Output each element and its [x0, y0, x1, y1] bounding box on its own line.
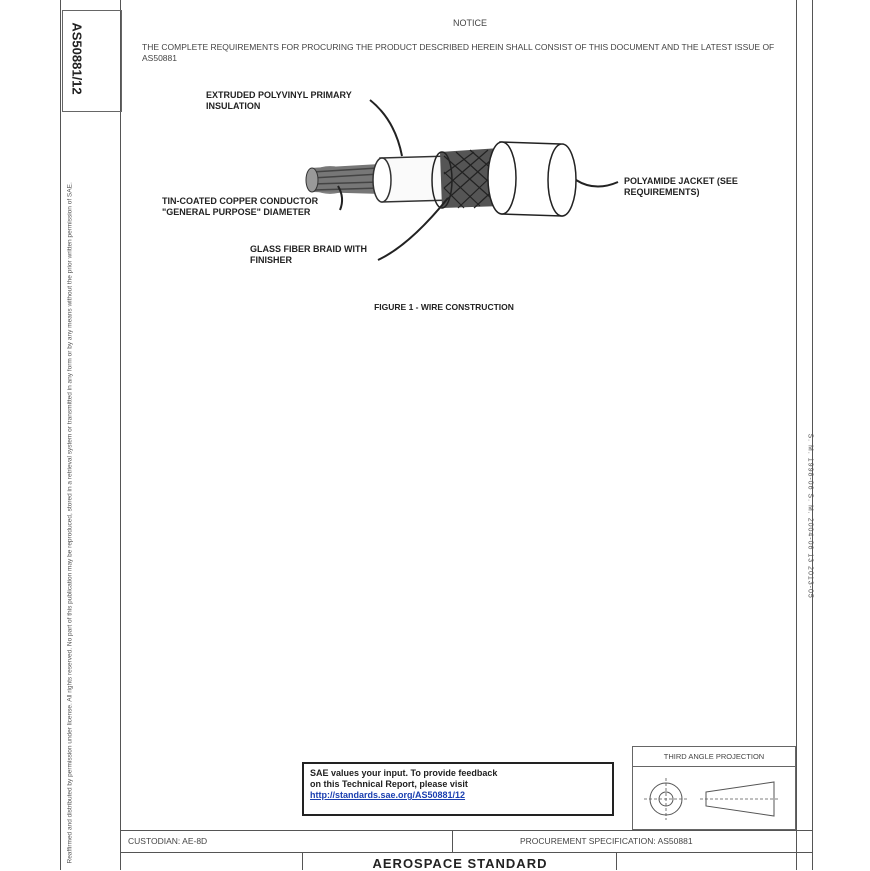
leader-braid: [378, 198, 448, 260]
footer-custodian: CUSTODIAN: AE-8D: [128, 836, 208, 846]
leader-insulation: [370, 100, 402, 156]
third-angle-projection-symbol: [644, 774, 784, 824]
callout-jacket: POLYAMIDE JACKET (SEE REQUIREMENTS): [624, 176, 738, 197]
footer-top-line: [120, 830, 812, 831]
footer-title-right-divider: [616, 852, 617, 870]
sidebar-copyright-notice: Reaffirmed and distributed by permission under license. All rights reserved. No part of this publication may be reproduced, stored in a retrieval system or transmitted in any form or by any means without the prior written permission of SAE.: [66, 182, 74, 864]
feedback-line-1: SAE values your input. To provide feedback: [310, 768, 498, 778]
feedback-box: [302, 762, 614, 816]
footer-title-left-divider: [302, 852, 303, 870]
callout-insulation: EXTRUDED POLYVINYL PRIMARY INSULATION: [206, 90, 352, 111]
document-number: AS50881/12: [69, 22, 85, 95]
footer-middle-line: [120, 852, 812, 853]
frame-left-inner: [120, 0, 121, 870]
primary-insulation: [373, 156, 452, 202]
feedback-link[interactable]: http://standards.sae.org/AS50881/12: [310, 790, 466, 800]
callout-braid: GLASS FIBER BRAID WITH FINISHER: [250, 244, 367, 265]
conductor-strands: [306, 164, 382, 194]
polyamide-jacket: [488, 142, 576, 216]
projection-divider: [632, 766, 796, 767]
right-margin-revision-text: S. M. 1998-06 S. M. 2004-06 13 2013-05: [806, 433, 814, 599]
notice-text: THE COMPLETE REQUIREMENTS FOR PROCURING THE PRODUCT DESCRIBED HEREIN SHALL CONSIST OF THIS DOCUMENT AND THE LATEST ISSUE OF AS50881: [142, 42, 775, 63]
standard-title: AEROSPACE STANDARD: [372, 856, 548, 871]
leader-jacket: [576, 180, 618, 187]
footer-divider: [452, 830, 453, 852]
notice-heading: NOTICE: [452, 18, 487, 28]
document-number-box: [62, 10, 122, 112]
figure-caption: FIGURE 1 - WIRE CONSTRUCTION: [374, 302, 514, 312]
projection-title: THIRD ANGLE PROJECTION: [663, 752, 765, 761]
frame-left-outer: [60, 0, 61, 870]
callout-conductor: TIN-COATED COPPER CONDUCTOR "GENERAL PURPOSE" DIAMETER: [162, 196, 319, 217]
footer-procurement: PROCUREMENT SPECIFICATION: AS50881: [520, 836, 693, 846]
feedback-line-2: on this Technical Report, please visit: [310, 779, 468, 789]
